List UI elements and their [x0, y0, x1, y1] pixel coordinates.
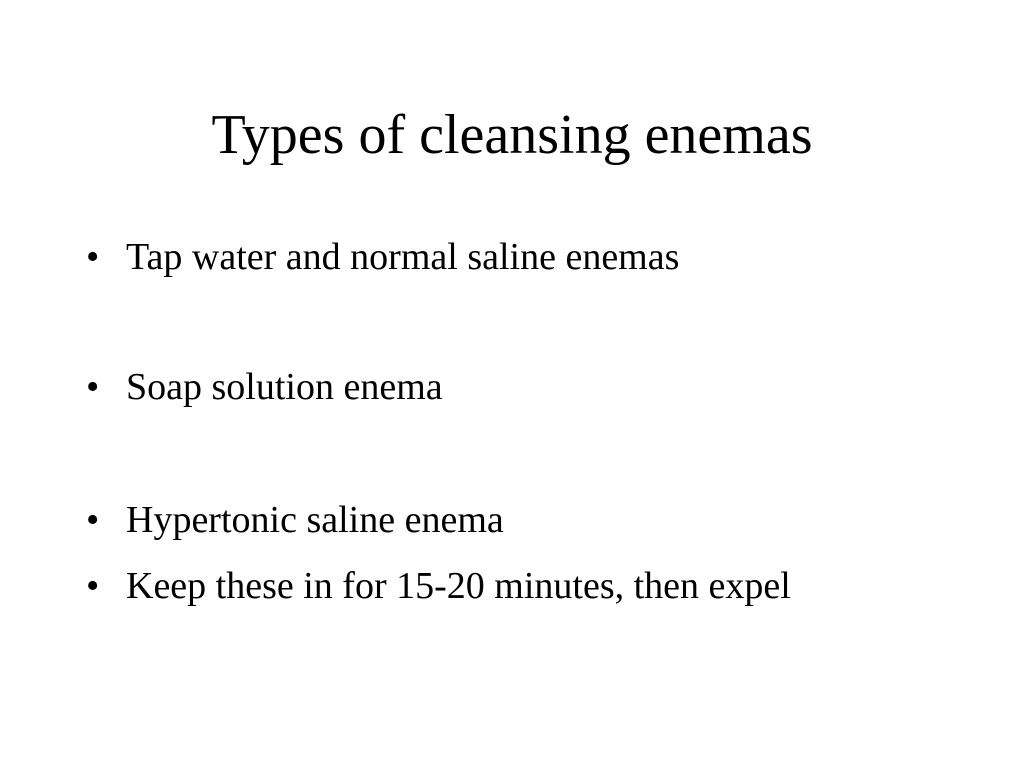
- bullet-icon: •: [86, 236, 100, 278]
- bullet-item: [86, 497, 504, 543]
- bullet-text: Soap solution enema: [126, 366, 443, 408]
- bullet-icon: •: [86, 499, 100, 541]
- bullet-icon: •: [86, 565, 100, 607]
- bullet-item: [86, 234, 679, 280]
- bullet-icon: •: [86, 366, 100, 408]
- bullet-text: Hypertonic saline enema: [126, 499, 504, 541]
- bullet-text: Tap water and normal saline enemas: [126, 236, 680, 278]
- bullet-text: Keep these in for 15-20 minutes, then expel: [126, 565, 791, 607]
- bullet-item: [86, 563, 791, 609]
- bullet-item: [86, 364, 443, 410]
- slide-title: Types of cleansing enemas: [211, 104, 813, 166]
